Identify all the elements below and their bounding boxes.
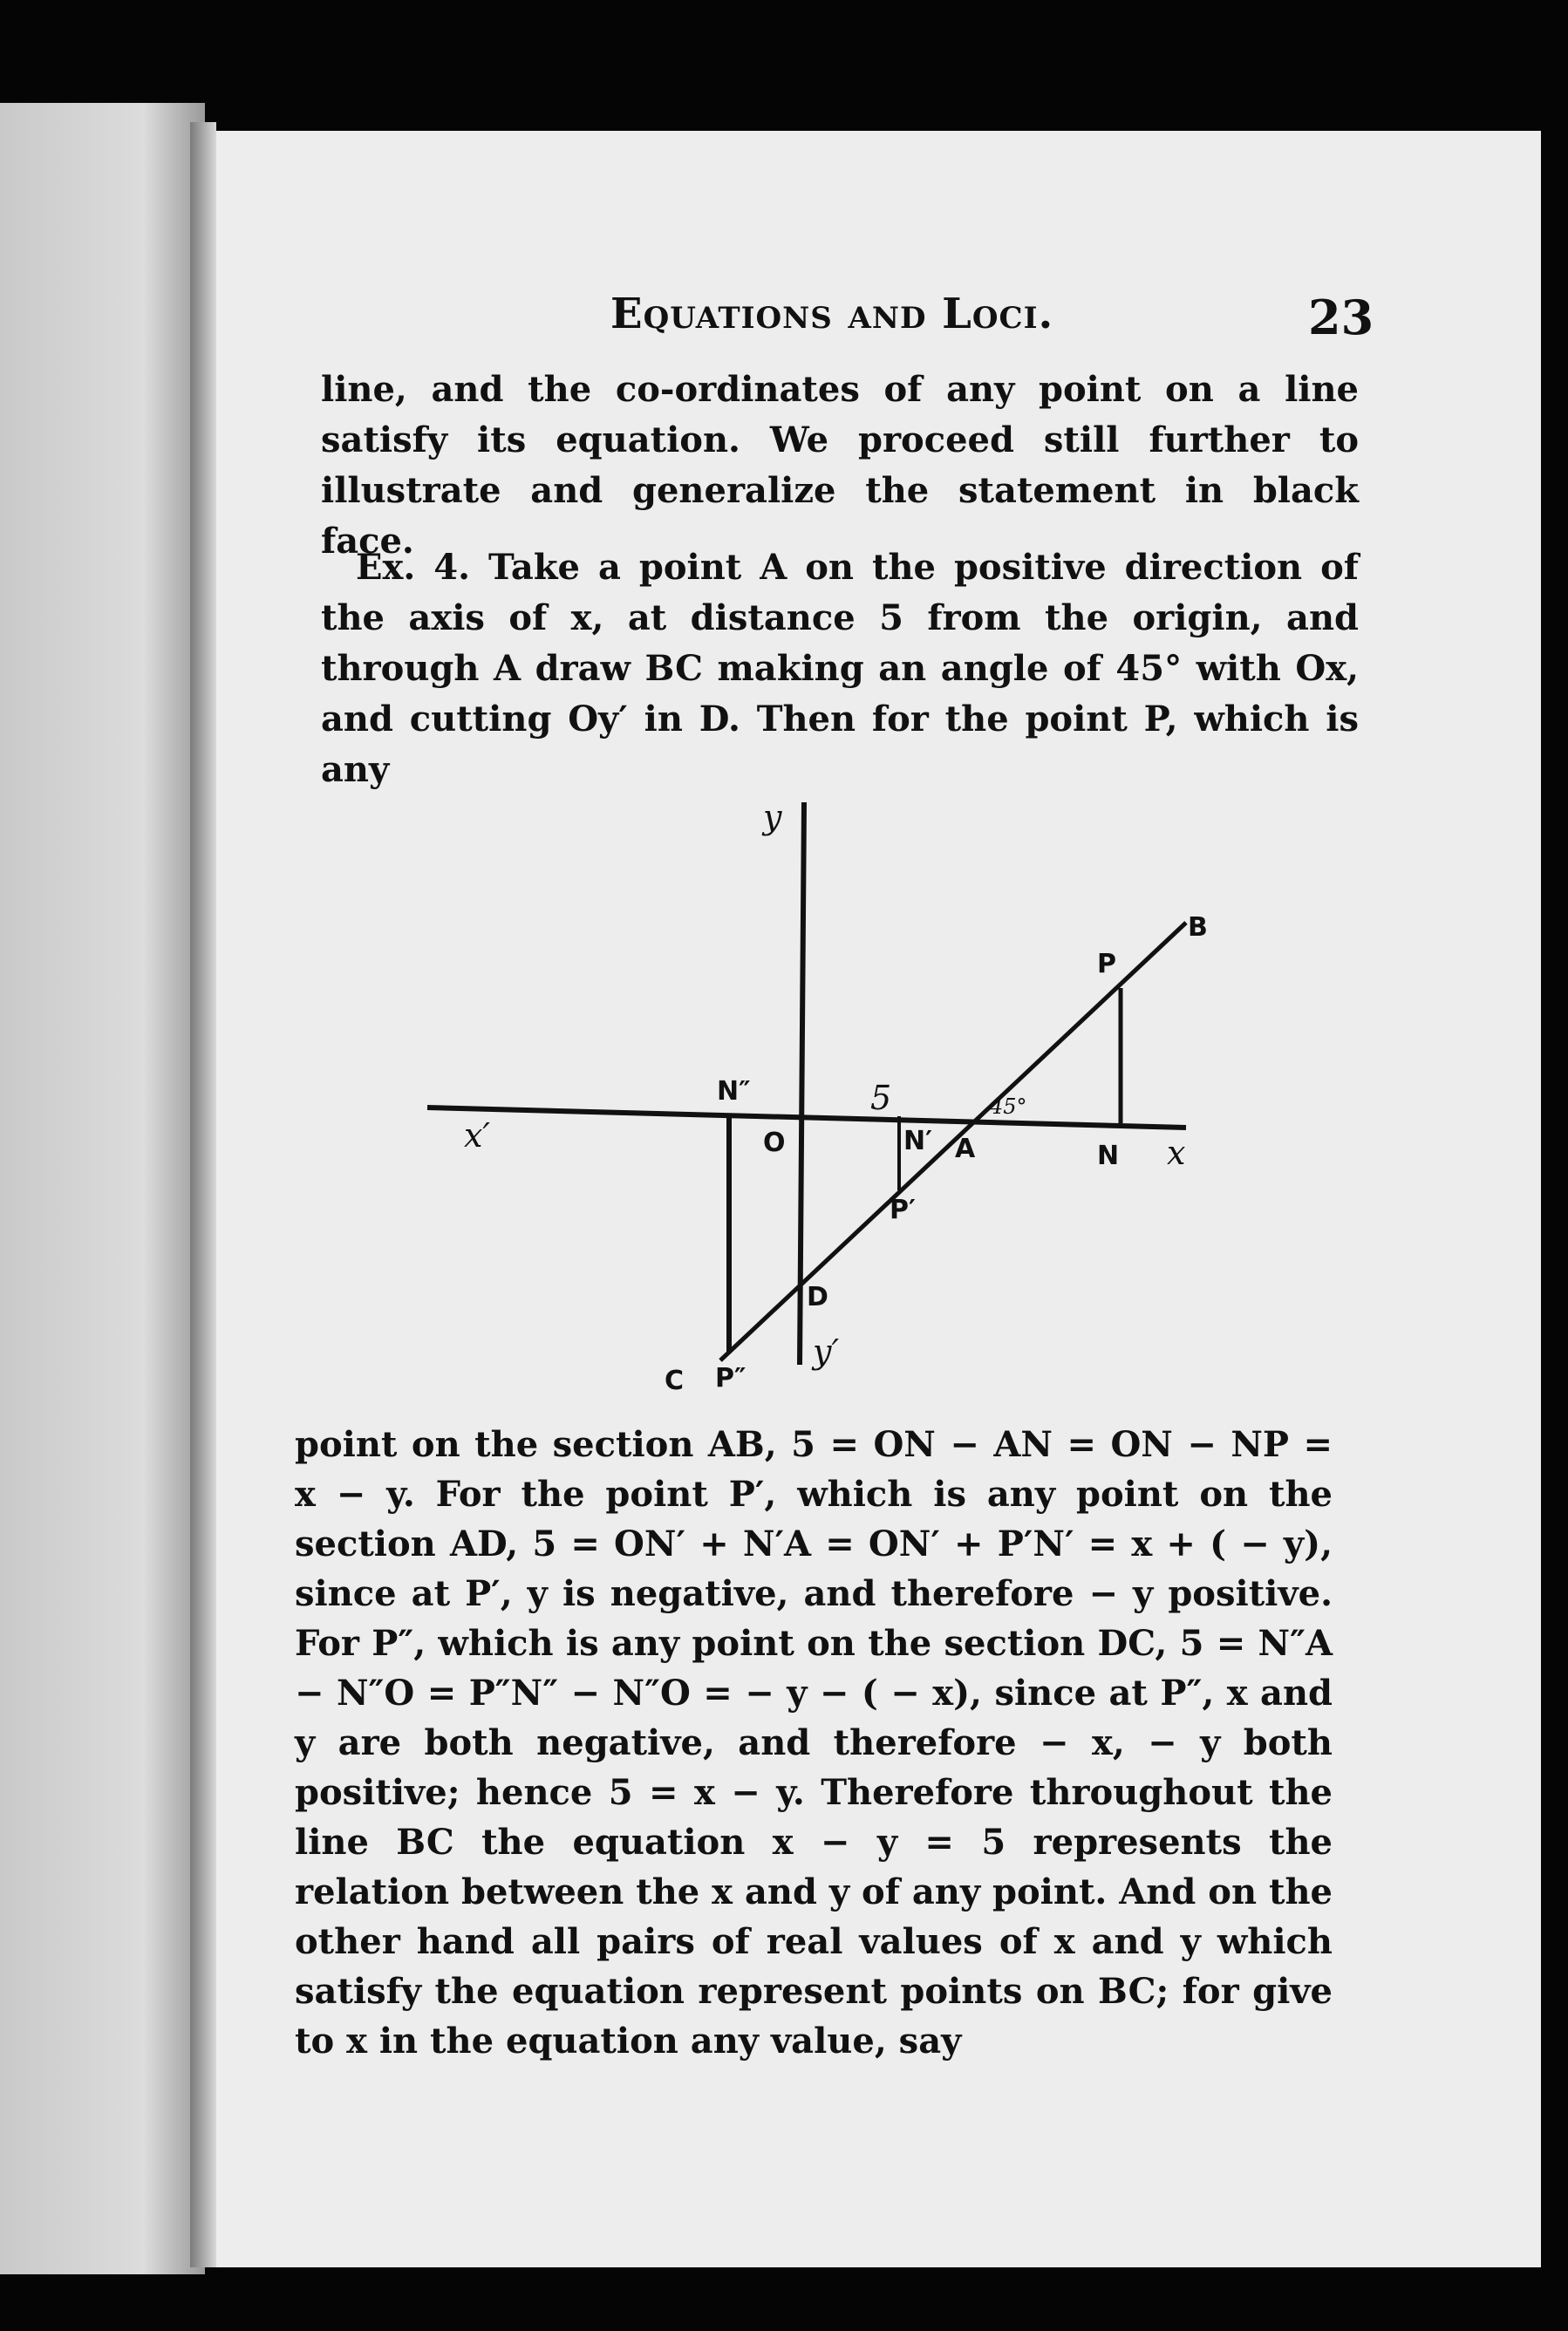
page-number: 23 [1308, 290, 1374, 345]
label-y-prime: y′ [813, 1332, 840, 1371]
geometry-figure [419, 798, 1221, 1400]
x-axis-line [427, 1108, 1186, 1128]
label-n: N [1097, 1141, 1120, 1171]
running-header: Equations and Loci. [610, 290, 1054, 338]
paragraph-text-3: point on the section AB, 5 = ON − AN = ON − NP = x − y. For the point P′, which is any point on the section AD, 5 = ON′ + N′A = ON′ + P′N′ = x + ( − y), since at P′, y is negative, and therefore − y positive. For P″, which is any point on the section DC, 5 = N″A − N″O = P″N″ − N″O = − y − ( − x), since at P″, x and y are both negative, and therefore − x, − y both positive; hence 5 = x − y. Therefore throughout the line BC the equation x − y = 5 represents the relation between the x and y of any point. And on the other hand all pairs of real values of x and y which satisfy the equation represent points on BC; for give to x in the equation any value, say [295, 1424, 1333, 2062]
paragraph-intro [321, 365, 1359, 567]
label-c: C [665, 1366, 685, 1396]
label-n-dprime: N″ [717, 1076, 751, 1107]
label-a: A [955, 1134, 976, 1164]
label-b: B [1188, 912, 1208, 943]
label-y: y [763, 798, 782, 836]
paragraph-text-1: line, and the co-ordinates of any point on a line satisfy its equation. We proceed still further to illustrate and generalize the statement in black face. [321, 369, 1359, 562]
paragraph-example-4 [321, 542, 1359, 795]
paragraph-explanation [295, 1420, 1333, 2066]
label-angle: 45° [990, 1094, 1027, 1119]
figure-svg [419, 798, 1221, 1400]
label-p: P [1097, 949, 1116, 979]
label-origin: O [763, 1128, 786, 1158]
label-n-prime: N′ [903, 1126, 933, 1156]
label-d: D [807, 1282, 828, 1312]
label-p-prime: P′ [890, 1195, 916, 1225]
page-gutter [190, 122, 216, 2267]
paragraph-text-2: Ex. 4. Take a point A on the positive direction of the axis of x, at distance 5 from the origin, and through A draw BC making an angle of 45° with Ox, and cutting Oy′ in D. Then for the point P, which is any [321, 547, 1359, 790]
label-x: x [1167, 1134, 1186, 1172]
label-x-prime: x′ [464, 1116, 491, 1155]
label-distance-five: 5 [870, 1079, 892, 1117]
left-page-edge [0, 103, 205, 2274]
label-p-dprime: P″ [715, 1363, 747, 1394]
